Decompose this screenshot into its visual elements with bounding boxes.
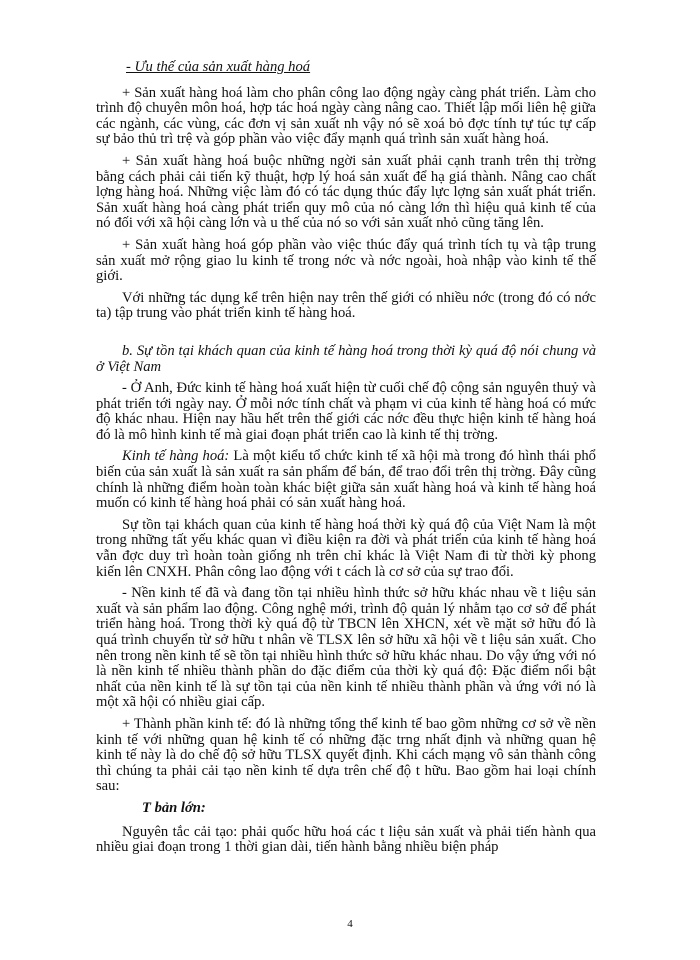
paragraph-conclusion: Với những tác dụng kể trên hiện nay trên thế giới có nhiều nớc (trong đó có nớc ta) tập trung vào phát triển kinh tế hàng hoá. bbox=[96, 289, 596, 322]
paragraph-definition bbox=[96, 449, 596, 511]
paragraph-history: - Ở Anh, Đức kinh tế hàng hoá xuất hiện từ cuối chế độ cộng sản nguyên thuỷ và phát triển tới ngày nay. Ở mỗi nớc tính chất và phạm vi của kinh tế hàng hoá có mức độ khác nhau. Hiện nay hầu hết trên thế giới các nớc đều thực hiện kinh tế hàng hoá đó là mô hình kinh tế mà giai đoạn phát triển cao là kinh tế thị trờng. bbox=[96, 380, 596, 443]
document-body bbox=[96, 60, 596, 862]
paragraph-sectors: + Thành phần kinh tế: đó là những tổng thể kinh tế bao gồm những cơ sở về nền kinh tế với những quan hệ kinh tế có những đặc trng nhất định và những quan hệ kinh tế này là do chế độ sở hữu TLSX quyết định. Khi cách mạng vô sản thành công thì chúng ta phải cải tạo nền kinh tế dựa trên chế độ t hữu. Bao gồm hai loại chính sau: bbox=[96, 715, 596, 795]
page-number: 4 bbox=[347, 918, 353, 930]
paragraph-advantage-1: + Sản xuất hàng hoá làm cho phân công lao động ngày càng phát triển. Làm cho trình độ chuyên môn hoá, hợp tác hoá ngày càng nâng cao. Thiết lập mối liên hệ giữa các ngành, các vùng, các đơn vị sản xuất nh vậy nó sẽ xoá bỏ đợc tính tự túc tự cấp sự bảo thủ trì trệ và góp phần vào việc đẩy mạnh quá trình sản xuất hàng hoá. bbox=[96, 84, 596, 148]
paragraph-ownership: - Nền kinh tế đã và đang tồn tại nhiều hình thức sở hữu khác nhau về t liệu sản xuất và sản phẩm lao động. Công nghệ mới, trình độ quản lý nhằm tạo cơ sở để phát triển hàng hoá. Trong thời kỳ quá độ từ TBCN lên XHCN, xét về mặt sở hữu đó là quá trình chuyển từ sở hữu t nhân về TLSX lên sở hữu xã hội về t liệu sản xuất. Cho nên trong nền kinh tế sẽ tồn tại nhiều hình thức sở hữu khác nhau. Do vậy ứng với nó là nền kinh tế nhiều thành phần do đặc điểm của thời kỳ quá độ: Đặc điểm nổi bật nhất của nền kinh tế là sự tồn tại của nền kinh tế nhiều thành phần và ứng với nó là một xã hội có nhiều giai cấp. bbox=[96, 585, 596, 711]
paragraph-principle: Nguyên tắc cải tạo: phải quốc hữu hoá các t liệu sản xuất và phải tiến hành qua nhiều giai đoạn trong 1 thời gian dài, tiến hành bằng nhiều biện pháp bbox=[96, 823, 596, 856]
definition-text: Là một kiểu tổ chức kinh tế xã hội mà trong đó hình thái phổ biến của sản xuất là sản xuất ra sản phẩm để bán, để trao đổi trên thị trờng. Đây cũng chính là những điểm hoàn toàn khác biệt giữa sản xuất hàng hoá và kinh tế hàng hoá muốn có kinh tế hàng hoá phải có sản xuất hàng hoá. bbox=[96, 448, 596, 512]
section-heading-advantages: - Ưu thế của sản xuất hàng hoá bbox=[126, 59, 311, 75]
sub-heading-big-capital: T bản lớn: bbox=[142, 799, 206, 816]
paragraph-vietnam: Sự tồn tại khách quan của kinh tế hàng hoá thời kỳ quá độ của Việt Nam là một trong những tất yếu khác quan vì điều kiện ra đời và phát triển của kinh tế hàng hoá vẫn đợc duy trì hoàn toàn giống nh trên chỉ khác là Việt Nam đi từ thời kỳ phong kiến lên CNXH. Phân công lao động với t cách là cơ sở của sự trao đổi. bbox=[96, 516, 596, 580]
definition-term: Kinh tế hàng hoá: bbox=[122, 448, 230, 465]
paragraph-advantage-2: + Sản xuất hàng hoá buộc những ngời sản xuất phải cạnh tranh trên thị trờng bằng cách phải cải tiến kỹ thuật, hợp lý hoá sản xuất để hạ giá thành. Nâng cao chất lợng hàng hoá. Những việc làm đó có tác dụng thúc đẩy lực lợng sản xuất phát triển. Sản xuất hàng hoá càng phát triển quy mô của nó càng lớn thì hiệu quả kinh tế của nó đối với xã hội càng lớn và u thế của nó so với sản xuất nhỏ cũng tăng lên. bbox=[96, 152, 596, 232]
section-title-b: b. Sự tồn tại khách quan của kinh tế hàng hoá trong thời kỳ quá độ nói chung và ở Việt Nam bbox=[96, 342, 596, 375]
paragraph-advantage-3: + Sản xuất hàng hoá góp phần vào việc thúc đẩy quá trình tích tụ và tập trung sản xuất mở rộng giao lu kinh tế trong nớc và nớc ngoài, hoà nhập vào kinh tế thế giới. bbox=[96, 236, 596, 285]
